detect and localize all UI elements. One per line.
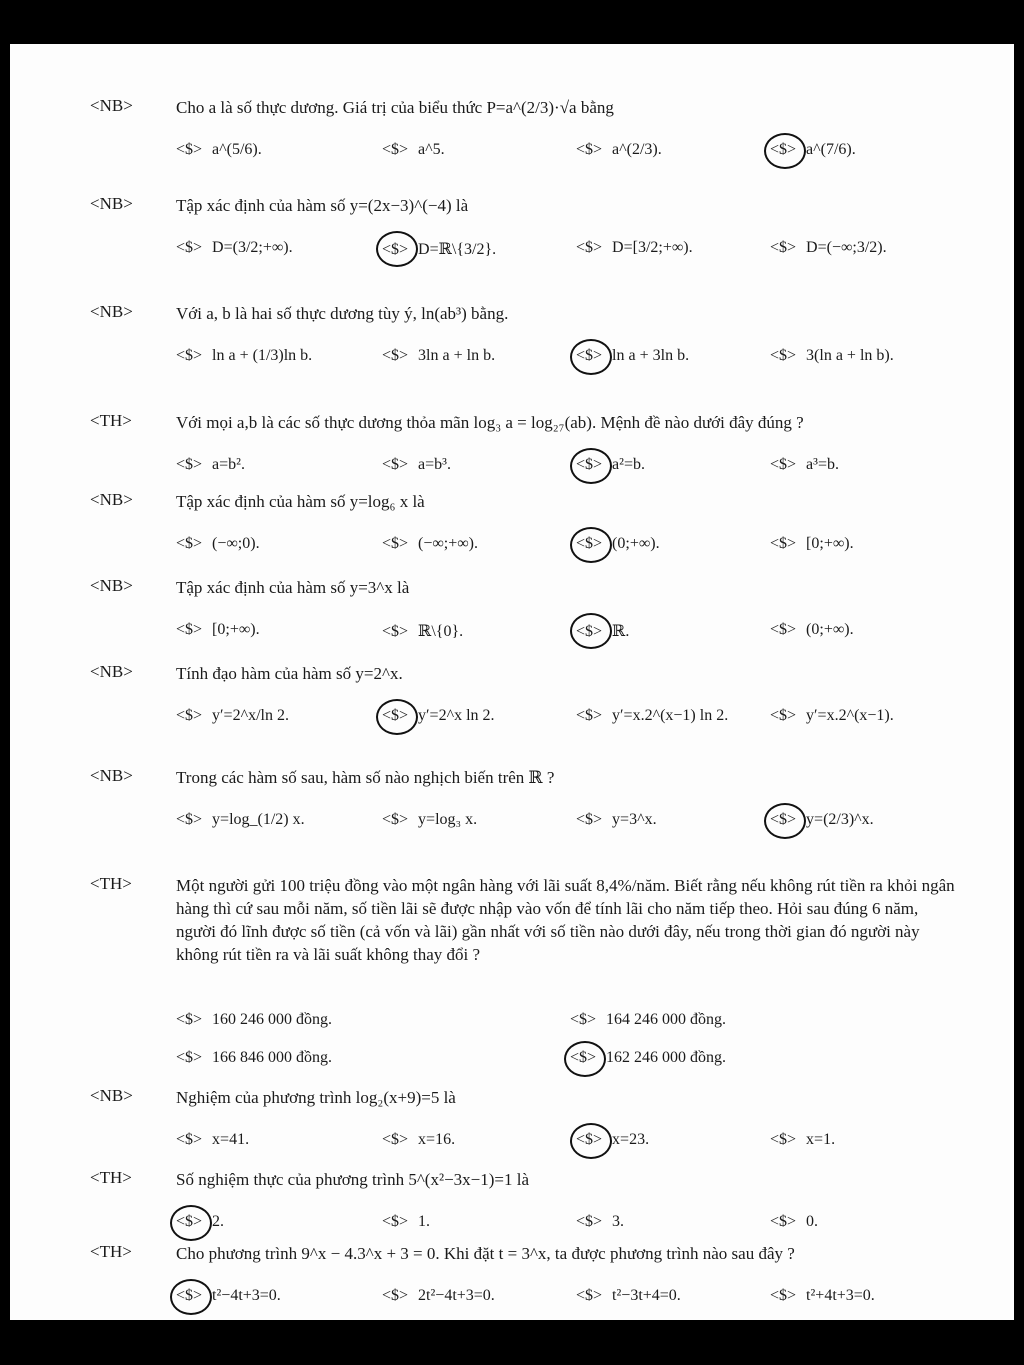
answer-circle-mark [376, 231, 418, 267]
option-marker: <$> [770, 347, 797, 364]
question-stem: Trong các hàm số sau, hàm số nào nghịch biến trên ℝ ? [176, 768, 555, 787]
option-text: a^(7/6). [806, 141, 856, 158]
option-marker: <$> [382, 623, 409, 640]
answer-option[interactable] [382, 1287, 495, 1305]
option-marker: <$> [770, 621, 797, 638]
option-text: 166 846 000 đồng. [212, 1049, 333, 1066]
answer-option[interactable] [176, 141, 262, 159]
option-text: y′=x.2^(x−1) ln 2. [612, 707, 729, 724]
answer-circle-mark [570, 613, 612, 649]
question-stem: Tính đạo hàm của hàm số y=2^x. [176, 664, 403, 683]
option-marker: <$> [576, 141, 603, 158]
option-text: 164 246 000 đồng. [606, 1011, 727, 1028]
level-tag: <NB> [90, 302, 133, 321]
option-marker: <$> [382, 141, 409, 158]
option-text: 3(ln a + ln b). [806, 347, 894, 364]
answer-circle-mark [764, 803, 806, 839]
option-marker: <$> [770, 456, 797, 473]
answer-circle-mark [570, 339, 612, 375]
option-marker: <$> [176, 1213, 203, 1230]
option-marker: <$> [576, 1213, 603, 1230]
option-text: [0;+∞). [212, 621, 260, 638]
option-marker: <$> [570, 1049, 597, 1066]
option-marker: <$> [382, 456, 409, 473]
question-stem: Với mọi a,b là các số thực dương thỏa mãn log₃ a = log₂₇(ab). Mệnh đề nào dưới đây đúng ? [176, 413, 804, 432]
answer-option[interactable] [576, 141, 662, 159]
option-marker: <$> [176, 621, 203, 638]
answer-option[interactable] [770, 707, 894, 725]
answer-option[interactable] [770, 347, 894, 365]
option-text: 162 246 000 đồng. [606, 1049, 727, 1066]
option-text: x=1. [806, 1131, 836, 1148]
option-text: (0;+∞). [806, 621, 854, 638]
option-marker: <$> [570, 1011, 597, 1028]
option-marker: <$> [176, 707, 203, 724]
option-text: y′=x.2^(x−1). [806, 707, 894, 724]
option-text: y=(2/3)^x. [806, 811, 874, 828]
answer-option[interactable] [176, 1011, 332, 1029]
level-tag: <NB> [90, 194, 133, 213]
option-text: ℝ. [612, 623, 630, 640]
option-marker: <$> [576, 811, 603, 828]
option-text: D=(−∞;3/2). [806, 239, 887, 256]
answer-option[interactable] [770, 1287, 875, 1305]
answer-option[interactable] [176, 239, 293, 257]
option-text: t²−4t+3=0. [212, 1287, 281, 1304]
level-tag: <TH> [90, 1168, 132, 1187]
answer-circle-mark [564, 1041, 606, 1077]
answer-circle-mark [170, 1205, 212, 1241]
answer-option[interactable] [770, 456, 839, 474]
option-marker: <$> [382, 1287, 409, 1304]
answer-option[interactable] [382, 1131, 455, 1149]
option-text: 0. [806, 1213, 819, 1230]
level-tag: <NB> [90, 96, 133, 115]
option-marker: <$> [176, 347, 203, 364]
option-marker: <$> [770, 535, 797, 552]
option-marker: <$> [576, 535, 603, 552]
question-stem: Nghiệm của phương trình log₂(x+9)=5 là [176, 1088, 456, 1107]
option-text: y=3^x. [612, 811, 657, 828]
answer-option[interactable] [576, 1213, 624, 1231]
answer-option[interactable] [176, 1049, 332, 1067]
option-text: 2t²−4t+3=0. [418, 1287, 495, 1304]
option-marker: <$> [176, 811, 203, 828]
option-text: (−∞;0). [212, 535, 260, 552]
answer-option[interactable] [382, 347, 495, 365]
question-stem: Với a, b là hai số thực dương tùy ý, ln(ab³) bằng. [176, 304, 509, 323]
question-stem: Cho phương trình 9^x − 4.3^x + 3 = 0. Khi đặt t = 3^x, ta được phương trình nào sau đây ? [176, 1244, 795, 1263]
answer-option[interactable] [176, 811, 305, 829]
answer-circle-mark [170, 1279, 212, 1315]
level-tag: <TH> [90, 874, 132, 893]
option-marker: <$> [176, 1131, 203, 1148]
option-marker: <$> [770, 141, 797, 158]
option-marker: <$> [176, 239, 203, 256]
option-text: a^(2/3). [612, 141, 662, 158]
option-text: y′=2^x/ln 2. [212, 707, 289, 724]
option-marker: <$> [770, 1287, 797, 1304]
level-tag: <NB> [90, 490, 133, 509]
option-text: a^(5/6). [212, 141, 262, 158]
answer-option[interactable] [576, 239, 693, 257]
option-text: 160 246 000 đồng. [212, 1011, 333, 1028]
option-text: x=16. [418, 1131, 456, 1148]
option-marker: <$> [770, 707, 797, 724]
answer-option[interactable] [770, 535, 854, 553]
option-text: D=(3/2;+∞). [212, 239, 293, 256]
option-marker: <$> [576, 347, 603, 364]
answer-option[interactable] [176, 621, 260, 639]
option-text: a=b². [212, 456, 245, 473]
option-marker: <$> [382, 535, 409, 552]
option-text: y′=2^x ln 2. [418, 707, 495, 724]
option-marker: <$> [576, 707, 603, 724]
option-text: a³=b. [806, 456, 839, 473]
option-text: ln a + (1/3)ln b. [212, 347, 313, 364]
question-stem: Tập xác định của hàm số y=3^x là [176, 578, 410, 597]
option-text: D=[3/2;+∞). [612, 239, 693, 256]
option-marker: <$> [770, 811, 797, 828]
answer-option[interactable] [770, 621, 854, 639]
option-text: 3. [612, 1213, 625, 1230]
level-tag: <NB> [90, 576, 133, 595]
answer-option[interactable] [576, 1287, 681, 1305]
option-marker: <$> [176, 141, 203, 158]
option-text: D=ℝ\{3/2}. [418, 241, 497, 258]
option-text: ℝ\{0}. [418, 623, 464, 640]
answer-option[interactable] [570, 1011, 726, 1029]
answer-circle-mark [570, 1123, 612, 1159]
answer-option[interactable] [176, 1131, 249, 1149]
option-marker: <$> [576, 456, 603, 473]
answer-option[interactable] [382, 621, 463, 641]
answer-circle-mark [764, 133, 806, 169]
answer-option[interactable] [770, 239, 887, 257]
level-tag: <TH> [90, 411, 132, 430]
option-text: y=log₃ x. [418, 811, 478, 828]
option-marker: <$> [382, 1131, 409, 1148]
answer-option[interactable] [176, 707, 289, 725]
option-marker: <$> [576, 1131, 603, 1148]
option-text: y=log_(1/2) x. [212, 811, 305, 828]
option-text: (−∞;+∞). [418, 535, 479, 552]
option-text: ln a + 3ln b. [612, 347, 690, 364]
option-marker: <$> [770, 1131, 797, 1148]
option-marker: <$> [176, 456, 203, 473]
option-marker: <$> [382, 241, 409, 258]
answer-option[interactable] [382, 141, 445, 159]
answer-option[interactable] [382, 1213, 430, 1231]
option-marker: <$> [576, 239, 603, 256]
answer-option[interactable] [382, 456, 451, 474]
option-marker: <$> [770, 1213, 797, 1230]
question-stem: Một người gửi 100 triệu đồng vào một ngân hàng với lãi suất 8,4%/năm. Biết rằng nếu không rút tiền ra khỏi ngân hàng thì cứ sau mỗi năm, số tiền lãi sẽ được nhập vào vốn để tính lãi cho năm tiếp theo. Hỏi sau đúng 6 năm, người đó lĩnh được số tiền (cả vốn và lãi) gần nhất với số tiền nào dưới đây, nếu trong thời gian đó người này không rút tiền ra và lãi suất không thay đổi ? [176, 876, 955, 964]
option-marker: <$> [576, 1287, 603, 1304]
question-stem: Tập xác định của hàm số y=log₆ x là [176, 492, 425, 511]
answer-option[interactable] [176, 347, 312, 365]
level-tag: <NB> [90, 662, 133, 681]
option-marker: <$> [382, 347, 409, 364]
option-text: 2. [212, 1213, 225, 1230]
level-tag: <NB> [90, 1086, 133, 1105]
option-text: t²−3t+4=0. [612, 1287, 681, 1304]
option-marker: <$> [382, 1213, 409, 1230]
exam-page [10, 44, 1014, 1320]
option-text: a²=b. [612, 456, 645, 473]
option-text: a=b³. [418, 456, 451, 473]
answer-option[interactable] [176, 456, 245, 474]
answer-circle-mark [570, 527, 612, 563]
level-tag: <TH> [90, 1242, 132, 1261]
option-text: 3ln a + ln b. [418, 347, 496, 364]
option-marker: <$> [382, 811, 409, 828]
answer-circle-mark [570, 448, 612, 484]
option-text: t²+4t+3=0. [806, 1287, 875, 1304]
option-text: x=23. [612, 1131, 650, 1148]
option-text: a^5. [418, 141, 445, 158]
question-stem: Cho a là số thực dương. Giá trị của biểu thức P=a^(2/3)·√a bằng [176, 98, 614, 117]
answer-option[interactable] [176, 535, 260, 553]
answer-option[interactable] [770, 1213, 818, 1231]
option-text: 1. [418, 1213, 431, 1230]
option-marker: <$> [576, 623, 603, 640]
question-stem: Số nghiệm thực của phương trình 5^(x²−3x−1)=1 là [176, 1170, 530, 1189]
option-marker: <$> [382, 707, 409, 724]
option-text: x=41. [212, 1131, 250, 1148]
option-marker: <$> [176, 535, 203, 552]
option-text: (0;+∞). [612, 535, 660, 552]
option-marker: <$> [176, 1287, 203, 1304]
option-text: [0;+∞). [806, 535, 854, 552]
level-tag: <NB> [90, 766, 133, 785]
answer-option[interactable] [382, 811, 477, 829]
answer-option[interactable] [770, 1131, 835, 1149]
answer-option[interactable] [382, 535, 478, 553]
answer-circle-mark [376, 699, 418, 735]
option-marker: <$> [770, 239, 797, 256]
answer-option[interactable] [576, 707, 728, 725]
question-stem: Tập xác định của hàm số y=(2x−3)^(−4) là [176, 196, 469, 215]
option-marker: <$> [176, 1049, 203, 1066]
answer-option[interactable] [576, 811, 657, 829]
option-marker: <$> [176, 1011, 203, 1028]
